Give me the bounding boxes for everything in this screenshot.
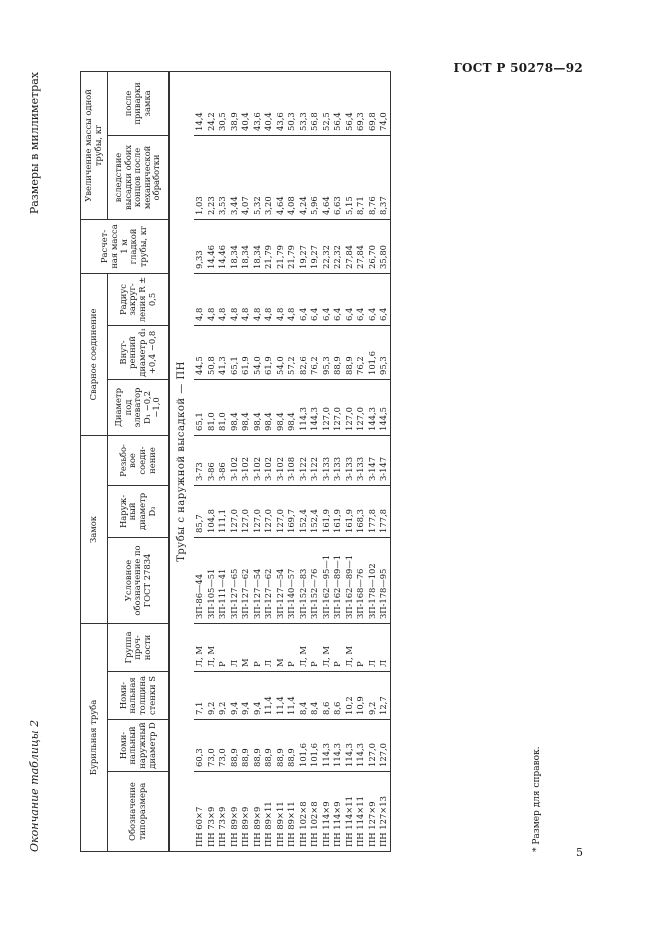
lock-outer-diameter-cell: 85,7: [194, 485, 206, 537]
elevator-diameter-cell: 144,3: [367, 379, 379, 435]
inner-diameter-cell: 88,9: [344, 325, 356, 379]
after-lock-cell: 38,9: [229, 71, 241, 135]
inner-diameter-cell: 101,6: [367, 325, 379, 379]
strength-group-cell: М: [240, 623, 252, 671]
after-lock-cell: 43,6: [252, 71, 264, 135]
calc-mass-cell: 9,33: [194, 219, 206, 273]
after-lock-cell: 30,5: [217, 71, 229, 135]
outer-diameter-cell: 101,6: [309, 720, 321, 772]
thread-cell: З-86: [217, 435, 229, 485]
radius-cell: 4,8: [240, 273, 252, 325]
strength-group-cell: Л, М: [344, 623, 356, 671]
table-row: [355, 71, 367, 851]
inner-diameter-cell: 61,9: [240, 325, 252, 379]
radius-cell: 6,4: [378, 273, 390, 325]
lock-outer-diameter-cell: 127,0: [240, 485, 252, 537]
inner-diameter-cell: 50,8: [206, 325, 218, 379]
strength-group-cell: Р: [217, 623, 229, 671]
group-header-mass-increase: Увеличение массы одной трубы, кг: [81, 71, 108, 219]
wall-cell: 8,4: [309, 672, 321, 720]
after-lock-cell: 56,8: [309, 71, 321, 135]
calc-mass-cell: 26,70: [367, 219, 379, 273]
calc-mass-cell: 35,80: [378, 219, 390, 273]
inner-diameter-cell: 61,9: [263, 325, 275, 379]
designation-cell: ПН 102×8: [298, 772, 310, 852]
due-to-ends-cell: 4,64: [275, 135, 287, 219]
lock-designation-cell: ЗП-86—44: [194, 537, 206, 623]
lock-designation-cell: ЗП-152—76: [309, 537, 321, 623]
inner-diameter-cell: 88,9: [332, 325, 344, 379]
thread-cell: З-102: [252, 435, 264, 485]
strength-group-cell: Л: [263, 623, 275, 671]
strength-group-cell: Л, М: [194, 623, 206, 671]
radius-cell: 4,8: [229, 273, 241, 325]
calc-mass-cell: 21,79: [275, 219, 287, 273]
calc-mass-cell: 18,34: [229, 219, 241, 273]
radius-cell: 4,8: [252, 273, 264, 325]
calc-mass-cell: 22,32: [332, 219, 344, 273]
lock-designation-cell: ЗП-127—65: [229, 537, 241, 623]
radius-cell: 6,4: [344, 273, 356, 325]
col-header-after-lock: после приварки замка: [108, 71, 170, 135]
due-to-ends-cell: 4,07: [240, 135, 252, 219]
col-header-inner-diameter: Внут-ренний диаметр d₁ +0,4 −0,8: [108, 325, 170, 379]
designation-cell: ПН 114×11: [355, 772, 367, 852]
designation-cell: ПН 89×11: [286, 772, 298, 852]
col-header-elevator-diameter: Диаметр под элеватор D₁ −0,2 −1,0: [108, 379, 170, 435]
lock-outer-diameter-cell: 152,4: [309, 485, 321, 537]
wall-cell: 9,2: [217, 672, 229, 720]
radius-cell: 4,8: [286, 273, 298, 325]
table-row: [332, 71, 344, 851]
calc-mass-cell: 22,32: [321, 219, 333, 273]
due-to-ends-cell: 4,08: [286, 135, 298, 219]
inner-diameter-cell: 41,3: [217, 325, 229, 379]
thread-cell: З-102: [229, 435, 241, 485]
strength-group-cell: Р: [355, 623, 367, 671]
col-header-lock-designation: Условное обозначение по ГОСТ 27834: [108, 537, 170, 623]
wall-cell: 9,2: [367, 672, 379, 720]
after-lock-cell: 53,3: [298, 71, 310, 135]
elevator-diameter-cell: 81,0: [206, 379, 218, 435]
outer-diameter-cell: 73,0: [217, 720, 229, 772]
wall-cell: 7,1: [194, 672, 206, 720]
col-header-wall: Номи-нальная толщина стенки S: [108, 672, 170, 720]
outer-diameter-cell: 88,9: [229, 720, 241, 772]
radius-cell: 6,4: [309, 273, 321, 325]
due-to-ends-cell: 2,23: [206, 135, 218, 219]
lock-designation-cell: ЗП-105—51: [206, 537, 218, 623]
table-row: [344, 71, 356, 851]
thread-cell: З-73: [194, 435, 206, 485]
strength-group-cell: М: [275, 623, 287, 671]
thread-cell: З-122: [309, 435, 321, 485]
col-header-strength: Группа проч-ности: [108, 623, 170, 671]
inner-diameter-cell: 95,3: [378, 325, 390, 379]
lock-outer-diameter-cell: 177,8: [378, 485, 390, 537]
due-to-ends-cell: 8,37: [378, 135, 390, 219]
elevator-diameter-cell: 127,0: [332, 379, 344, 435]
elevator-diameter-cell: 65,1: [194, 379, 206, 435]
elevator-diameter-cell: 144,5: [378, 379, 390, 435]
lock-designation-cell: ЗП-178—102: [367, 537, 379, 623]
strength-group-cell: Л: [378, 623, 390, 671]
radius-cell: 4,8: [217, 273, 229, 325]
calc-mass-cell: 18,34: [240, 219, 252, 273]
table-row: [378, 71, 390, 851]
thread-cell: З-102: [263, 435, 275, 485]
after-lock-cell: 52,5: [321, 71, 333, 135]
due-to-ends-cell: 6,63: [332, 135, 344, 219]
thread-cell: З-147: [378, 435, 390, 485]
designation-cell: ПН 73×9: [206, 772, 218, 852]
group-header-weld: Сварное соединение: [81, 273, 108, 435]
lock-designation-cell: ЗП-140—57: [286, 537, 298, 623]
designation-cell: ПН 89×11: [275, 772, 287, 852]
lock-outer-diameter-cell: 169,7: [286, 485, 298, 537]
table-row: [286, 71, 298, 851]
pipe-dimensions-table: [80, 71, 391, 852]
due-to-ends-cell: 3,44: [229, 135, 241, 219]
group-header-pipe: Бурильная труба: [81, 623, 108, 851]
outer-diameter-cell: 127,0: [367, 720, 379, 772]
page-number: 5: [576, 846, 583, 859]
radius-cell: 6,4: [298, 273, 310, 325]
due-to-ends-cell: 8,71: [355, 135, 367, 219]
outer-diameter-cell: 88,9: [240, 720, 252, 772]
lock-outer-diameter-cell: 127,0: [263, 485, 275, 537]
thread-cell: З-133: [355, 435, 367, 485]
radius-cell: 6,4: [355, 273, 367, 325]
lock-outer-diameter-cell: 104,8: [206, 485, 218, 537]
col-header-outer-diameter: Номи-нальный наружный диаметр D: [108, 720, 170, 772]
after-lock-cell: 69,3: [355, 71, 367, 135]
col-header-calc-mass: Расчет-ная масса 1 м гладкой трубы, кг: [81, 219, 170, 273]
wall-cell: 8,6: [332, 672, 344, 720]
strength-group-cell: Л: [367, 623, 379, 671]
wall-cell: 11,4: [275, 672, 287, 720]
lock-outer-diameter-cell: 168,3: [355, 485, 367, 537]
after-lock-cell: 69,8: [367, 71, 379, 135]
table-row: [217, 71, 229, 851]
designation-cell: ПН 127×13: [378, 772, 390, 852]
wall-cell: 10,9: [355, 672, 367, 720]
wall-cell: 8,4: [298, 672, 310, 720]
inner-diameter-cell: 54,0: [252, 325, 264, 379]
lock-outer-diameter-cell: 127,0: [275, 485, 287, 537]
lock-outer-diameter-cell: 161,9: [344, 485, 356, 537]
lock-designation-cell: ЗП-127—54: [252, 537, 264, 623]
elevator-diameter-cell: 127,0: [344, 379, 356, 435]
calc-mass-cell: 14,46: [206, 219, 218, 273]
designation-cell: ПН 114×9: [321, 772, 333, 852]
after-lock-cell: 43,6: [275, 71, 287, 135]
designation-cell: ПН 89×9: [229, 772, 241, 852]
wall-cell: 9,4: [240, 672, 252, 720]
table-row: [263, 71, 275, 851]
col-header-lock-outer-diameter: Наруж-ный диаметр D₃: [108, 485, 170, 537]
lock-designation-cell: ЗП-168—76: [355, 537, 367, 623]
elevator-diameter-cell: 98,4: [263, 379, 275, 435]
designation-cell: ПН 102×8: [309, 772, 321, 852]
thread-cell: З-133: [321, 435, 333, 485]
lock-designation-cell: ЗП-111—41: [217, 537, 229, 623]
designation-cell: ПН 73×9: [217, 772, 229, 852]
lock-designation-cell: ЗП-162—95—1: [321, 537, 333, 623]
after-lock-cell: 24,2: [206, 71, 218, 135]
thread-cell: З-147: [367, 435, 379, 485]
after-lock-cell: 14,4: [194, 71, 206, 135]
due-to-ends-cell: 8,76: [367, 135, 379, 219]
due-to-ends-cell: 5,15: [344, 135, 356, 219]
lock-designation-cell: ЗП-162—89—1: [332, 537, 344, 623]
elevator-diameter-cell: 81,0: [217, 379, 229, 435]
strength-group-cell: Р: [286, 623, 298, 671]
inner-diameter-cell: 95,3: [321, 325, 333, 379]
designation-cell: ПН 114×9: [332, 772, 344, 852]
table-row: [367, 71, 379, 851]
group-header-lock: Замок: [81, 435, 108, 623]
after-lock-cell: 40,4: [240, 71, 252, 135]
outer-diameter-cell: 88,9: [286, 720, 298, 772]
inner-diameter-cell: 76,2: [309, 325, 321, 379]
strength-group-cell: Л: [229, 623, 241, 671]
inner-diameter-cell: 65,1: [229, 325, 241, 379]
radius-cell: 4,8: [275, 273, 287, 325]
elevator-diameter-cell: 98,4: [240, 379, 252, 435]
lock-designation-cell: ЗП-127—54: [275, 537, 287, 623]
inner-diameter-cell: 76,2: [355, 325, 367, 379]
after-lock-cell: 56,4: [344, 71, 356, 135]
section-title: Трубы с наружной высадкой — ПН: [169, 71, 194, 851]
thread-cell: З-133: [344, 435, 356, 485]
outer-diameter-cell: 88,9: [275, 720, 287, 772]
thread-cell: З-86: [206, 435, 218, 485]
wall-cell: 9,4: [252, 672, 264, 720]
calc-mass-cell: 14,46: [217, 219, 229, 273]
wall-cell: 11,4: [263, 672, 275, 720]
lock-outer-diameter-cell: 111,1: [217, 485, 229, 537]
wall-cell: 9,2: [206, 672, 218, 720]
calc-mass-cell: 19,27: [298, 219, 310, 273]
designation-cell: ПН 89×11: [263, 772, 275, 852]
strength-group-cell: Р: [332, 623, 344, 671]
col-header-thread: Резьбо-вое соеди-нение: [108, 435, 170, 485]
strength-group-cell: Л, М: [206, 623, 218, 671]
lock-designation-cell: ЗП-127—62: [240, 537, 252, 623]
table-row: [206, 71, 218, 851]
lock-outer-diameter-cell: 127,0: [252, 485, 264, 537]
lock-designation-cell: ЗП-178—95: [378, 537, 390, 623]
after-lock-cell: 56,4: [332, 71, 344, 135]
lock-outer-diameter-cell: 161,9: [321, 485, 333, 537]
col-header-designation: Обозначение типоразмера: [108, 772, 170, 852]
radius-cell: 6,4: [332, 273, 344, 325]
inner-diameter-cell: 44,5: [194, 325, 206, 379]
lock-outer-diameter-cell: 177,8: [367, 485, 379, 537]
table-row: [240, 71, 252, 851]
standard-number: ГОСТ Р 50278—92: [453, 61, 583, 75]
elevator-diameter-cell: 98,4: [286, 379, 298, 435]
designation-cell: ПН 114×11: [344, 772, 356, 852]
thread-cell: З-133: [332, 435, 344, 485]
inner-diameter-cell: 57,2: [286, 325, 298, 379]
thread-cell: З-102: [275, 435, 287, 485]
wall-cell: 10,2: [344, 672, 356, 720]
calc-mass-cell: 27,84: [344, 219, 356, 273]
strength-group-cell: Л, М: [321, 623, 333, 671]
lock-outer-diameter-cell: 161,9: [332, 485, 344, 537]
table-row: [252, 71, 264, 851]
calc-mass-cell: 27,84: [355, 219, 367, 273]
rotated-page-body: [28, 72, 648, 852]
outer-diameter-cell: 88,9: [263, 720, 275, 772]
due-to-ends-cell: 5,96: [309, 135, 321, 219]
outer-diameter-cell: 114,3: [332, 720, 344, 772]
elevator-diameter-cell: 98,4: [275, 379, 287, 435]
thread-cell: З-108: [286, 435, 298, 485]
outer-diameter-cell: 127,0: [378, 720, 390, 772]
elevator-diameter-cell: 98,4: [252, 379, 264, 435]
after-lock-cell: 50,3: [286, 71, 298, 135]
table-row: [321, 71, 333, 851]
elevator-diameter-cell: 127,0: [355, 379, 367, 435]
lock-designation-cell: ЗП-162—89—1: [344, 537, 356, 623]
due-to-ends-cell: 1,03: [194, 135, 206, 219]
lock-outer-diameter-cell: 127,0: [229, 485, 241, 537]
col-header-due-to-ends: вследствие высадки обоих концов после механической обработки: [108, 135, 170, 219]
radius-cell: 4,8: [194, 273, 206, 325]
wall-cell: 12,7: [378, 672, 390, 720]
radius-cell: 6,4: [321, 273, 333, 325]
due-to-ends-cell: 5,32: [252, 135, 264, 219]
col-header-radius: Радиус закруг-ления R ± 0,5: [108, 273, 170, 325]
table-row: [229, 71, 241, 851]
thread-cell: З-102: [240, 435, 252, 485]
strength-group-cell: Л, М: [298, 623, 310, 671]
outer-diameter-cell: 114,3: [344, 720, 356, 772]
due-to-ends-cell: 4,64: [321, 135, 333, 219]
outer-diameter-cell: 114,3: [355, 720, 367, 772]
lock-outer-diameter-cell: 152,4: [298, 485, 310, 537]
table-row: [309, 71, 321, 851]
designation-cell: ПН 60×7: [194, 772, 206, 852]
radius-cell: 4,8: [206, 273, 218, 325]
due-to-ends-cell: 4,24: [298, 135, 310, 219]
calc-mass-cell: 21,79: [263, 219, 275, 273]
calc-mass-cell: 18,34: [252, 219, 264, 273]
due-to-ends-cell: 3,20: [263, 135, 275, 219]
outer-diameter-cell: 101,6: [298, 720, 310, 772]
due-to-ends-cell: 3,53: [217, 135, 229, 219]
lock-designation-cell: ЗП-152—83: [298, 537, 310, 623]
wall-cell: 8,6: [321, 672, 333, 720]
lock-designation-cell: ЗП-127—62: [263, 537, 275, 623]
table-row: [298, 71, 310, 851]
strength-group-cell: Р: [309, 623, 321, 671]
after-lock-cell: 74,0: [378, 71, 390, 135]
outer-diameter-cell: 60,3: [194, 720, 206, 772]
thread-cell: З-122: [298, 435, 310, 485]
wall-cell: 11,4: [286, 672, 298, 720]
outer-diameter-cell: 88,9: [252, 720, 264, 772]
outer-diameter-cell: 73,0: [206, 720, 218, 772]
inner-diameter-cell: 54,0: [275, 325, 287, 379]
units-caption: Размеры в миллиметрах: [28, 72, 41, 215]
designation-cell: ПН 89×9: [240, 772, 252, 852]
radius-cell: 4,8: [263, 273, 275, 325]
table-row: [275, 71, 287, 851]
outer-diameter-cell: 114,3: [321, 720, 333, 772]
elevator-diameter-cell: 98,4: [229, 379, 241, 435]
elevator-diameter-cell: 144,3: [309, 379, 321, 435]
elevator-diameter-cell: 127,0: [321, 379, 333, 435]
calc-mass-cell: 19,27: [309, 219, 321, 273]
radius-cell: 6,4: [367, 273, 379, 325]
after-lock-cell: 40,4: [263, 71, 275, 135]
wall-cell: 9,4: [229, 672, 241, 720]
elevator-diameter-cell: 114,3: [298, 379, 310, 435]
designation-cell: ПН 89×9: [252, 772, 264, 852]
designation-cell: ПН 127×9: [367, 772, 379, 852]
table-row: [194, 71, 206, 851]
table-caption: Окончание таблицы 2: [28, 719, 41, 852]
inner-diameter-cell: 82,6: [298, 325, 310, 379]
strength-group-cell: Р: [252, 623, 264, 671]
calc-mass-cell: 21,79: [286, 219, 298, 273]
footnote: * Размер для справок.: [532, 746, 542, 852]
